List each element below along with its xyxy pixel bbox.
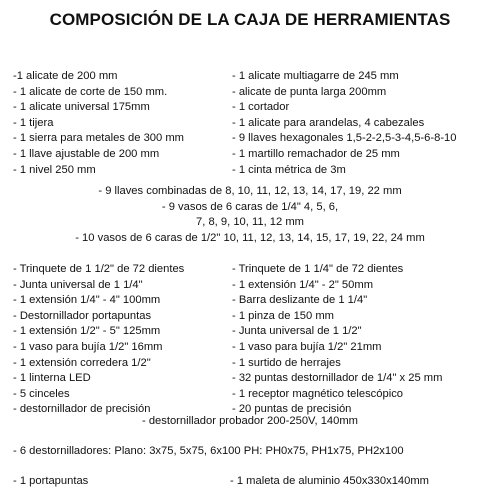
list-item: - Destornillador portapuntas bbox=[13, 309, 152, 322]
section1-right-list bbox=[232, 69, 497, 178]
list-item: - alicate de punta larga 200mm bbox=[232, 85, 387, 98]
list-item: 7, 8, 9, 10, 11, 12 mm bbox=[196, 216, 304, 229]
list-item: - 1 surtido de herrajes bbox=[232, 356, 341, 369]
list-item: - 1 extensión 1/4" - 2" 50mm bbox=[232, 278, 374, 291]
list-item: - 1 receptor magnético telescópico bbox=[232, 387, 404, 400]
maleta-line: - 1 maleta de aluminio 450x330x140mm bbox=[230, 475, 429, 487]
list-item: - 1 pinza de 150 mm bbox=[232, 309, 334, 322]
list-item: - 9 llaves hexagonales 1,5-2-2,5-3-4,5-6-8-10 bbox=[232, 132, 457, 145]
list-item: - 20 puntas de precisión bbox=[232, 403, 352, 416]
list-item: - Barra deslizante de 1 1/4" bbox=[232, 294, 368, 307]
list-item: - Trinquete de 1 1/2" de 72 dientes bbox=[13, 263, 185, 275]
list-item: -1 alicate de 200 mm bbox=[13, 70, 118, 82]
section1-left-list bbox=[13, 69, 233, 178]
list-item: - 9 llaves combinadas de 8, 10, 11, 12, 13, 14, 17, 19, 22 mm bbox=[98, 185, 402, 197]
list-item: - 1 extensión 1/4" - 4" 100mm bbox=[13, 294, 161, 307]
list-item: - 1 alicate de corte de 150 mm. bbox=[13, 85, 168, 98]
list-item: - 1 cortador bbox=[232, 101, 290, 114]
list-item: - destornillador de precisión bbox=[13, 403, 151, 416]
list-item: - 1 nivel 250 mm bbox=[13, 163, 96, 176]
list-item: - 10 vasos de 6 caras de 1/2" 10, 11, 12, 13, 14, 15, 17, 19, 22, 24 mm bbox=[75, 231, 425, 244]
list-item: - 1 alicate multiagarre de 245 mm bbox=[232, 70, 399, 82]
list-item: - 1 vaso para bujía 1/2" 16mm bbox=[13, 340, 163, 353]
list-item: - 1 extensión 1/2" - 5" 125mm bbox=[13, 325, 161, 338]
portapuntas-line: - 1 portapuntas bbox=[13, 475, 89, 487]
list-item: - 1 tijera bbox=[13, 116, 54, 129]
list-item: - 1 extensión corredera 1/2" bbox=[13, 356, 151, 369]
list-item: - Junta universal de 1 1/2" bbox=[232, 325, 362, 338]
list-item: - 1 alicate para arandelas, 4 cabezales bbox=[232, 116, 425, 129]
list-item: - 1 sierra para metales de 300 mm bbox=[13, 132, 184, 145]
list-item: - 5 cinceles bbox=[13, 387, 70, 400]
list-item: - 1 vaso para bujía 1/2" 21mm bbox=[232, 340, 382, 353]
list-item: - 1 linterna LED bbox=[13, 372, 91, 385]
list-item: - Trinquete de 1 1/4" de 72 dientes bbox=[232, 263, 404, 275]
section3-left-list bbox=[13, 262, 233, 418]
list-item: - 1 martillo remachador de 25 mm bbox=[232, 147, 400, 160]
probador-line: - destornillador probador 200-250V, 140mm bbox=[141, 415, 358, 427]
list-item: - Junta universal de 1 1/4" bbox=[13, 278, 143, 291]
document-title: COMPOSICIÓN DE LA CAJA DE HERRAMIENTAS bbox=[49, 10, 451, 29]
list-item: - 1 cinta métrica de 3m bbox=[232, 163, 346, 176]
list-item: - 1 alicate universal 175mm bbox=[13, 101, 150, 114]
destornilladores-line: - 6 destornilladores: Plano: 3x75, 5x75, 6x100 PH: PH0x75, PH1x75, PH2x100 bbox=[13, 445, 404, 457]
list-item: - 32 puntas destornillador de 1/4" x 25 mm bbox=[232, 372, 443, 385]
section3-right-list bbox=[232, 262, 497, 418]
list-item: - 1 llave ajustable de 200 mm bbox=[13, 147, 160, 160]
section2-list bbox=[0, 184, 500, 246]
list-item: - 9 vasos de 6 caras de 1/4" 4, 5, 6, bbox=[161, 200, 339, 213]
